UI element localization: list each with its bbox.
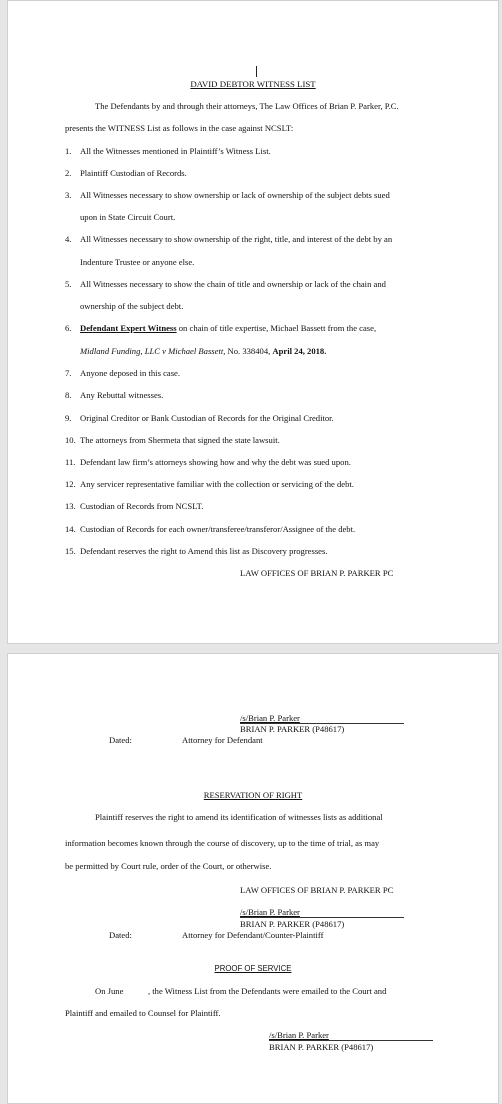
item-number: 6. (65, 323, 72, 333)
proof-of-service-heading: PROOF OF SERVICE (214, 964, 292, 973)
case-date: April 24, 2018. (272, 346, 327, 356)
item-text: All the Witnesses mentioned in Plaintiff’s Witness List. (80, 146, 271, 156)
item-number: 11. (65, 457, 76, 467)
item-text-continued: upon in State Circuit Court. (80, 212, 176, 222)
case-name: Midland Funding, LLC v Michael Bassett (80, 346, 224, 356)
item-text: The attorneys from Shermeta that signed the state lawsuit. (80, 435, 280, 445)
proof-line-1a: On June (95, 986, 124, 996)
item-text: All Witnesses necessary to show ownership or lack of ownership of the subject debts sued (80, 190, 390, 200)
case-citation (80, 347, 326, 356)
item-text: All Witnesses necessary to show the chain of title and ownership or lack of the chain and (80, 279, 386, 289)
item-number: 4. (65, 234, 72, 244)
signature-line (240, 917, 404, 918)
reservation-line-3: be permitted by Court rule, order of the Court, or otherwise. (65, 861, 272, 871)
item-text: Any Rebuttal witnesses. (80, 390, 164, 400)
proof-line-2: Plaintiff and emailed to Counsel for Plaintiff. (65, 1008, 221, 1018)
item-text: Custodian of Records from NCSLT. (80, 501, 204, 511)
item-text-continued: Indenture Trustee or anyone else. (80, 257, 195, 267)
item-text: Original Creditor or Bank Custodian of Records for the Original Creditor. (80, 413, 334, 423)
signature: /s/Brian P. Parker (269, 1030, 329, 1040)
item-number: 1. (65, 146, 72, 156)
item-number: 15. (65, 546, 76, 556)
dated-label: Dated: (109, 930, 132, 940)
attorney-name: BRIAN P. PARKER (P48617) (240, 724, 345, 734)
proof-line-1b: , the Witness List from the Defendants were emailed to the Court and (148, 986, 387, 996)
reservation-line-1: Plaintiff reserves the right to amend its identification of witnesses lists as additional (95, 812, 383, 822)
document-page-2 (7, 653, 499, 1104)
text-cursor (256, 66, 257, 77)
signature: /s/Brian P. Parker (240, 907, 300, 917)
item-number: 13. (65, 501, 76, 511)
item-number: 8. (65, 390, 72, 400)
dated-label: Dated: (109, 735, 132, 745)
item-text (80, 324, 376, 333)
attorney-name: BRIAN P. PARKER (P48617) (240, 919, 345, 929)
document-title: DAVID DEBTOR WITNESS LIST (190, 79, 316, 89)
item-text: Defendant law firm’s attorneys showing how and why the debt was sued upon. (80, 457, 351, 467)
attorney-name: BRIAN P. PARKER (P48617) (269, 1042, 374, 1052)
item-number: 9. (65, 413, 72, 423)
expert-witness-text: on chain of title expertise, Michael Bassett from the case, (176, 323, 377, 333)
item-number: 2. (65, 168, 72, 178)
signature-line (269, 1040, 433, 1041)
item-number: 14. (65, 524, 76, 534)
intro-line-2: presents the WITNESS List as follows in the case against NCSLT: (65, 123, 294, 133)
item-text: Custodian of Records for each owner/transferee/transferor/Assignee of the debt. (80, 524, 356, 534)
item-text-continued: ownership of the subject debt. (80, 301, 184, 311)
item-text: Plaintiff Custodian of Records. (80, 168, 187, 178)
item-text: Defendant reserves the right to Amend this list as Discovery progresses. (80, 546, 328, 556)
intro-line-1: The Defendants by and through their attorneys, The Law Offices of Brian P. Parker, P.C. (95, 101, 399, 111)
item-number: 3. (65, 190, 72, 200)
reservation-heading: RESERVATION OF RIGHT (203, 790, 303, 800)
item-number: 5. (65, 279, 72, 289)
attorney-role: Attorney for Defendant (182, 735, 263, 745)
firm-name: LAW OFFICES OF BRIAN P. PARKER PC (240, 885, 394, 895)
item-number: 7. (65, 368, 72, 378)
expert-witness-label: Defendant Expert Witness (80, 323, 177, 333)
document-page-1 (7, 0, 499, 644)
case-number: , No. 338404, (223, 346, 273, 356)
item-text: Anyone deposed in this case. (80, 368, 180, 378)
signature: /s/Brian P. Parker (240, 713, 300, 723)
item-text: All Witnesses necessary to show ownership of the right, title, and interest of the debt by an (80, 234, 393, 244)
firm-name: LAW OFFICES OF BRIAN P. PARKER PC (240, 568, 394, 578)
item-number: 10. (65, 435, 76, 445)
reservation-line-2: information becomes known through the course of discovery, up to the time of trial, as may (65, 838, 380, 848)
attorney-role: Attorney for Defendant/Counter-Plaintiff (182, 930, 324, 940)
item-text: Any servicer representative familiar with the collection or servicing of the debt. (80, 479, 354, 489)
item-number: 12. (65, 479, 76, 489)
